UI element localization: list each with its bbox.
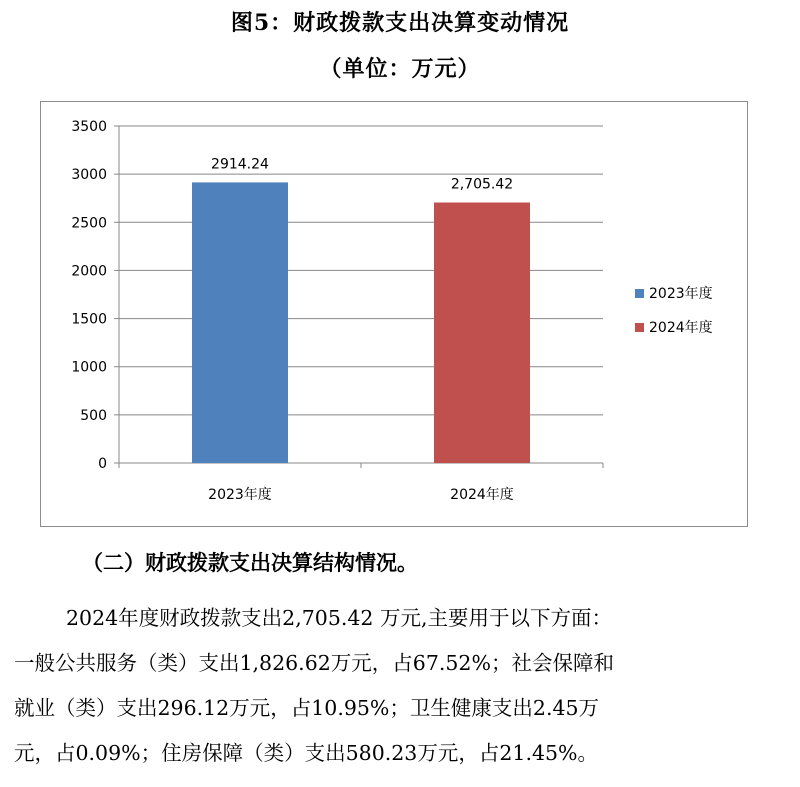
x-tick-label: 2023年度: [208, 487, 272, 503]
data-label: 2914.24: [211, 156, 269, 173]
legend-label: 2023年度: [649, 286, 713, 302]
chart-container: [40, 101, 748, 527]
bar-chart: [41, 102, 747, 526]
section-heading: （二）财政拨款支出决算结构情况。: [82, 550, 418, 575]
y-tick-label: 2000: [71, 263, 107, 280]
y-tick-label: 2500: [71, 215, 107, 232]
section-paragraph: [14, 596, 790, 776]
x-tick-label: 2024年度: [450, 487, 514, 503]
legend-swatch: [635, 323, 644, 332]
paragraph-line: 元，占0.09%；住房保障（类）支出580.23万元，占21.45%。: [14, 741, 599, 765]
legend-label: 2024年度: [649, 320, 713, 336]
data-label: 2,705.42: [450, 176, 514, 193]
y-tick-label: 0: [98, 456, 107, 472]
y-tick-label: 500: [80, 407, 107, 424]
bar: [434, 203, 530, 463]
paragraph-line: 就业（类）支出296.12万元，占10.95%；卫生健康支出2.45万: [14, 696, 600, 720]
y-tick-label: 3000: [71, 167, 107, 184]
bar: [192, 182, 288, 463]
figure-title: 图5：财政拨款支出决算变动情况: [230, 10, 570, 36]
y-tick-label: 1500: [71, 311, 107, 328]
legend-swatch: [635, 289, 644, 298]
figure-unit: （单位：万元）: [319, 56, 481, 82]
paragraph-line: 2024年度财政拨款支出2,705.42 万元,主要用于以下方面：: [66, 606, 612, 630]
y-tick-label: 1000: [71, 359, 107, 376]
y-tick-label: 3500: [71, 119, 107, 135]
paragraph-line: 一般公共服务（类）支出1,826.62万元，占67.52%；社会保障和: [14, 651, 614, 675]
